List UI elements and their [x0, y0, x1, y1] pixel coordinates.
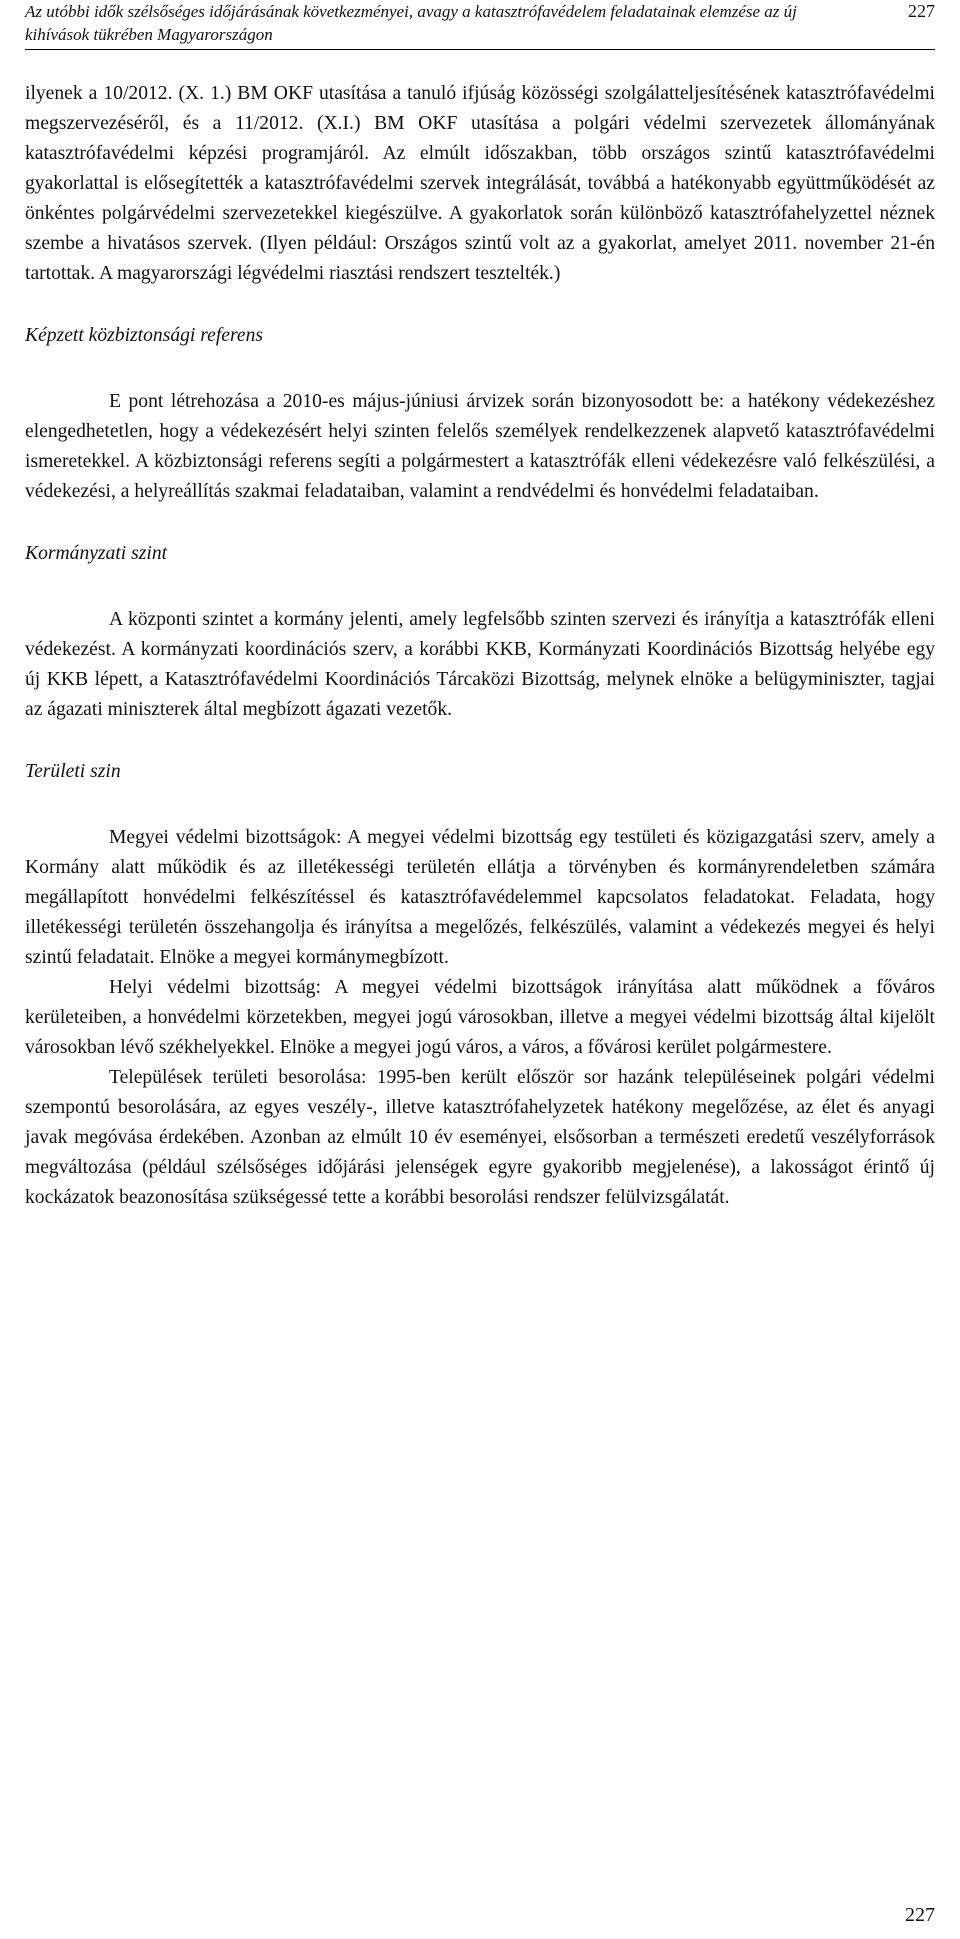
footer-page-number: 227: [905, 1904, 935, 1926]
paragraph-telepulesek: Települések területi besorolása: 1995-ben került először sor hazánk településeinek polgári védelmi szempontú besorolására, az egyes veszély-, illetve katasztrófahelyzetek hatékony megelőzése, az élet és anyagi javak megóvása érdekében. Azonban az elmúlt 10 év eseményei, elsősorban a természeti eredetű veszélyforrások megváltozása (például szélsőséges időjárási jelenségek egyre gyakoribb megjelenése), a lakosságot érintő új kockázatok beazonosítása szükségessé tette a korábbi besorolási rendszer felülvizsgálatát.: [25, 1067, 935, 1208]
page-body: [25, 79, 935, 1213]
header-page-number: 227: [908, 1, 935, 21]
paragraph-kormanyzati: A központi szintet a kormány jelenti, amely legfelsőbb szinten szervezi és irányítja a katasztrófák elleni védekezést. A kormányzati koordinációs szerv, a korábbi KKB, Kormányzati Koordinációs Bizottság helyébe egy új KKB lépett, a Katasztrófavédelmi Koordinációs Tárcaközi Bizottság, melynek elnöke a belügyminiszter, tagjai az ágazati miniszterek által megbízott ágazati vezetők.: [25, 609, 935, 720]
section-heading-referens: Képzett közbiztonsági referens: [25, 325, 264, 346]
running-header-title: Az utóbbi idők szélsőséges időjárásának következményei, avagy a katasztrófavédelem feladatainak elemzése az új kihívások tükrében Magyarországon: [25, 2, 797, 44]
paragraph-megyei-bizottsag: Megyei védelmi bizottságok: A megyei védelmi bizottság egy testületi és közigazgatási szerv, amely a Kormány alatt működik és az illetékességi területén ellátja a törvényben és kormányrendeletben számára megállapított honvédelmi felkészítéssel és katasztrófavédelemmel kapcsolatos feladatokat. Feladata, hogy illetékességi területén összehangolja és irányítsa a megelőzés, felkészülés, valamint a védekezés megyei és helyi szintű feladatait. Elnöke a megyei kormánymegbízott.: [25, 827, 935, 968]
paragraph-referens: E pont létrehozása a 2010-es május-júniusi árvizek során bizonyosodott be: a hatékony védekezéshez elengedhetetlen, hogy a védekezésért helyi szinten felelős személyek rendelkezzenek alapvető katasztrófavédelmi ismeretekkel. A közbiztonsági referens segíti a polgármestert a katasztrófák elleni védekezésre való felkészülési, a védekezési, a helyreállítás szakmai feladataiban, valamint a rendvédelmi és honvédelmi feladataiban.: [25, 391, 935, 502]
section-heading-teruleti: Területi szin: [25, 761, 121, 782]
intro-paragraph: ilyenek a 10/2012. (X. 1.) BM OKF utasítása a tanuló ifjúság közösségi szolgálatteljesítésének katasztrófavédelmi megszervezéséről, és a 11/2012. (X.I.) BM OKF utasítása a polgári védelmi szervezetek állományának katasztrófavédelmi képzési programjáról. Az elmúlt időszakban, több országos szintű katasztrófavédelmi gyakorlattal is elősegítették a katasztrófavédelmi szervek integrálását, továbbá a hatékonyabb együttműködését az önkéntes polgárvédelmi szervezetekkel kiegészülve. A gyakorlatok során különböző katasztrófahelyzettel néznek szembe a hivatásos szervek. (Ilyen például: Országos szintű volt az a gyakorlat, amelyet 2011. november 21-én tartottak. A magyarországi légvédelmi riasztási rendszert tesztelték.): [25, 83, 935, 284]
header-divider: [25, 49, 935, 50]
paragraph-helyi-bizottsag: Helyi védelmi bizottság: A megyei védelmi bizottságok irányítása alatt működnek a főváros kerületeiben, a honvédelmi körzetekben, megyei jogú városokban, illetve a megyei védelmi bizottság által kijelölt városokban lévő székhelyekkel. Elnöke a megyei jogú város, a város, a fővárosi kerület polgármestere.: [25, 977, 935, 1058]
section-heading-kormanyzati: Kormányzati szint: [25, 543, 168, 564]
